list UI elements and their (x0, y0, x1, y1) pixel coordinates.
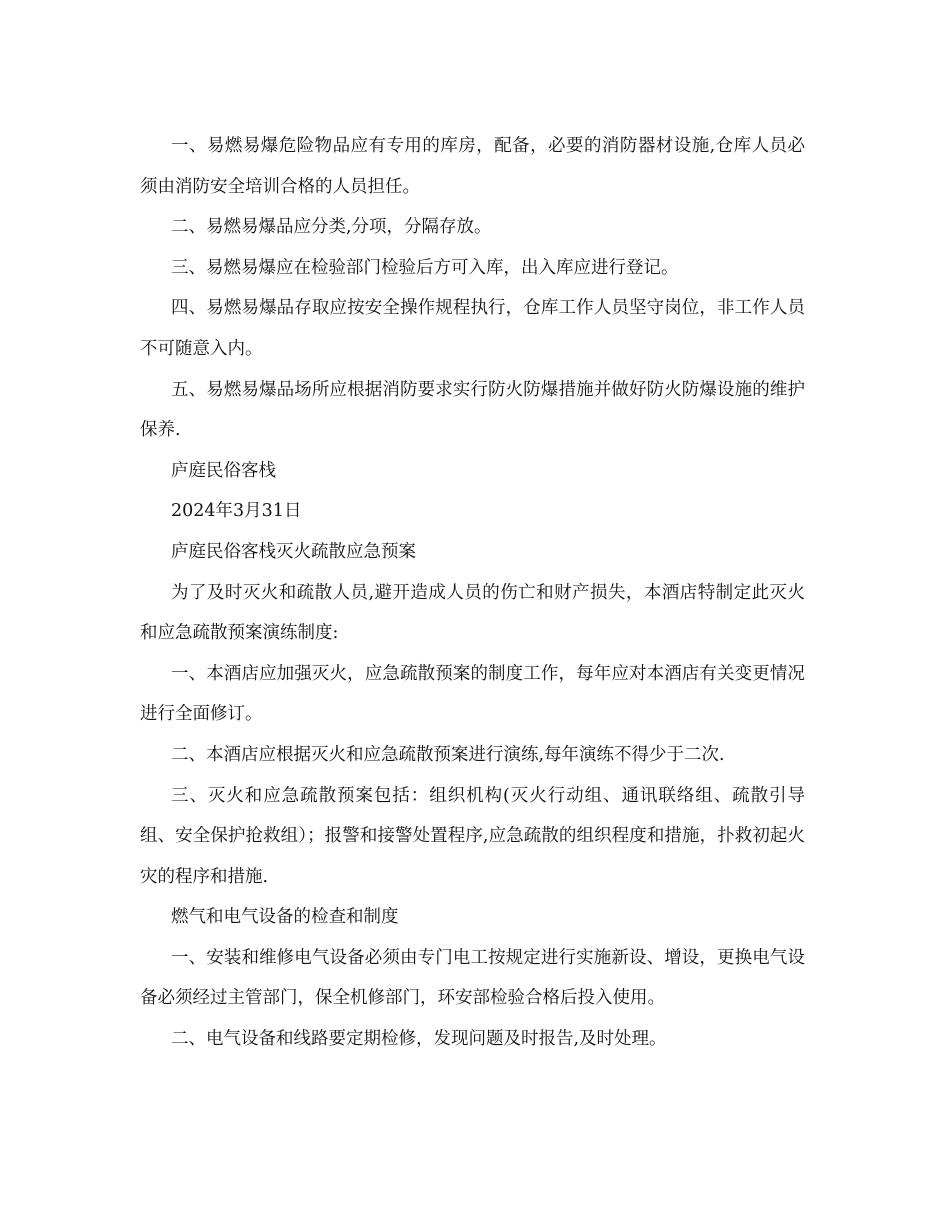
paragraph-storage-rule-3: 三、易燃易爆应在检验部门检验后方可入库，出入库应进行登记。 (171, 257, 679, 278)
signature-organization: 庐庭民俗客栈 (171, 460, 276, 481)
section-heading-equipment-inspection: 燃气和电气设备的检查和制度 (171, 907, 399, 928)
paragraph-equipment-rule-1: 一、安装和维修电气设备必须由专门电工按规定进行实施新设、增设，更换电气设备必须经过主管部门，保全机修部门，环安部检验合格后投入使用。 (140, 947, 805, 1009)
signature-date: 2024年3月31日 (171, 501, 302, 522)
paragraph-storage-rule-2: 二、易燃易爆品应分类,分项，分隔存放。 (171, 217, 492, 238)
paragraph-storage-rule-1: 一、易燃易爆危险物品应有专用的库房，配备，必要的消防器材设施,仓库人员必须由消防安全培训合格的人员担任。 (140, 136, 805, 197)
paragraph-evacuation-rule-2: 二、本酒店应根据灭火和应急疏散预案进行演练,每年演练不得少于二次. (171, 744, 725, 765)
paragraph-storage-rule-4: 四、易燃易爆品存取应按安全操作规程执行，仓库工作人员坚守岗位，非工作人员不可随意入内。 (140, 298, 805, 359)
paragraph-evacuation-rule-3: 三、灭火和应急疏散预案包括：组织机构(灭火行动组、通讯联络组、疏散引导组、安全保护抢救组）；报警和接警处置程序,应急疏散的组织程度和措施，扑救初起火灾的程序和措施. (140, 785, 805, 887)
paragraph-evacuation-intro: 为了及时灭火和疏散人员,避开造成人员的伤亡和财产损失，本酒店特制定此灭火和应急疏散预案演练制度: (140, 582, 805, 644)
paragraph-equipment-rule-2: 二、电气设备和线路要定期检修，发现问题及时报告,及时处理。 (171, 1029, 667, 1050)
document-body (140, 126, 805, 1060)
section-heading-evacuation-plan: 庐庭民俗客栈灭火疏散应急预案 (171, 541, 416, 562)
paragraph-storage-rule-5: 五、易燃易爆品场所应根据消防要求实行防火防爆措施并做好防火防爆设施的维护保养. (140, 379, 805, 441)
paragraph-evacuation-rule-1: 一、本酒店应加强灭火，应急疏散预案的制度工作，每年应对本酒店有关变更情况进行全面修订。 (140, 663, 805, 725)
